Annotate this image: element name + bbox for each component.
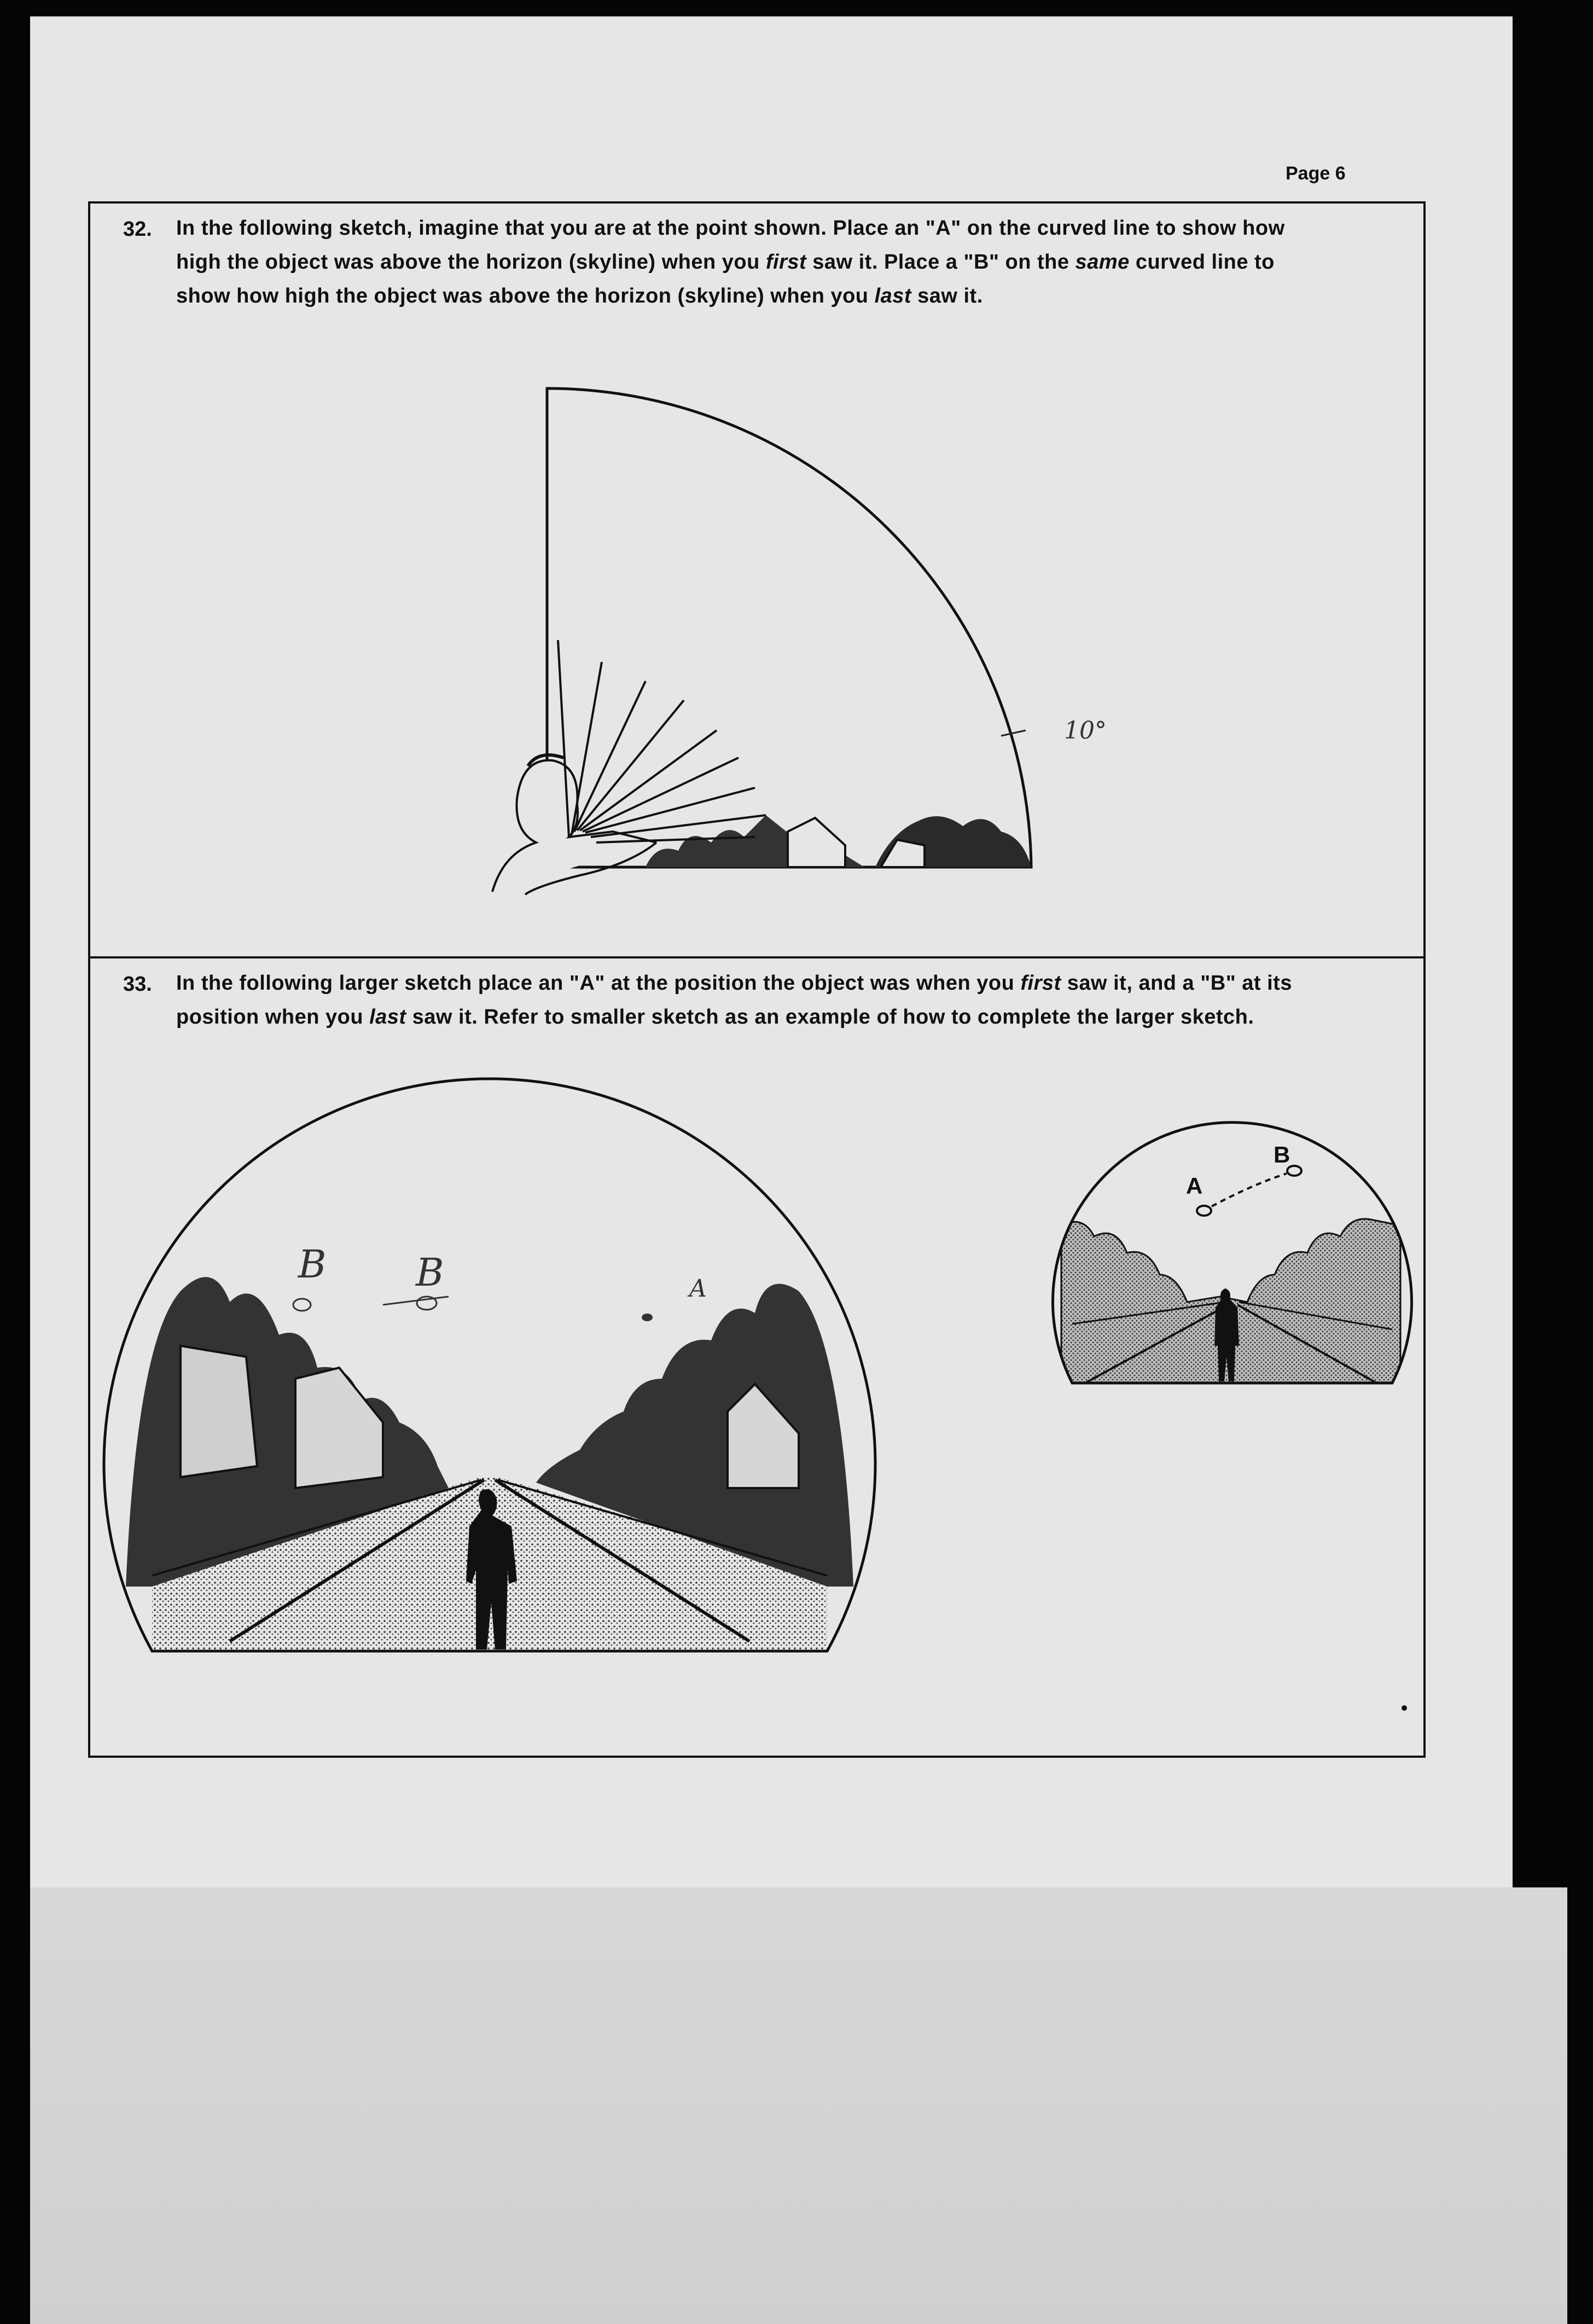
elevation-arc <box>547 388 1031 867</box>
question-32-line-3: show how high the object was above the horizon (skyline) when you last saw it. <box>176 284 983 307</box>
question-32-line-1: In the following sketch, imagine that you are at the point shown. Place an "A" on the curved line to show how <box>176 217 1285 240</box>
example-object-a <box>1197 1206 1211 1216</box>
example-dome-sketch <box>1053 1123 1412 1390</box>
large-dome-sketch <box>104 1079 875 1651</box>
question-33-line-1: In the following larger sketch place an "A" at the position the object was when you first saw it, and a "B" at its <box>176 972 1292 995</box>
handwritten-b-2: B <box>416 1250 444 1295</box>
question-33-number: 33. <box>123 973 152 996</box>
handwritten-object-3 <box>642 1314 653 1321</box>
example-object-b <box>1287 1166 1301 1176</box>
handwritten-a: A <box>689 1275 707 1303</box>
example-label-a: A <box>1186 1173 1203 1199</box>
question-32-line-2: high the object was above the horizon (skyline) when you first saw it. Place a "B" on the same curved line to <box>176 251 1275 274</box>
quarter-circle-sketch <box>492 388 1107 894</box>
example-label-b: B <box>1274 1142 1290 1167</box>
example-path <box>1212 1173 1287 1206</box>
page-number: Page 6 <box>1286 163 1346 184</box>
question-32-number: 32. <box>123 218 152 241</box>
handwritten-object-1 <box>293 1299 311 1311</box>
handwritten-angle-mark: 10° <box>1064 717 1107 745</box>
handwritten-b-1: B <box>298 1242 327 1287</box>
question-33-line-2: position when you last saw it. Refer to smaller sketch as an example of how to complete the larger sketch. <box>176 1006 1254 1029</box>
handwritten-tick <box>1001 730 1026 736</box>
